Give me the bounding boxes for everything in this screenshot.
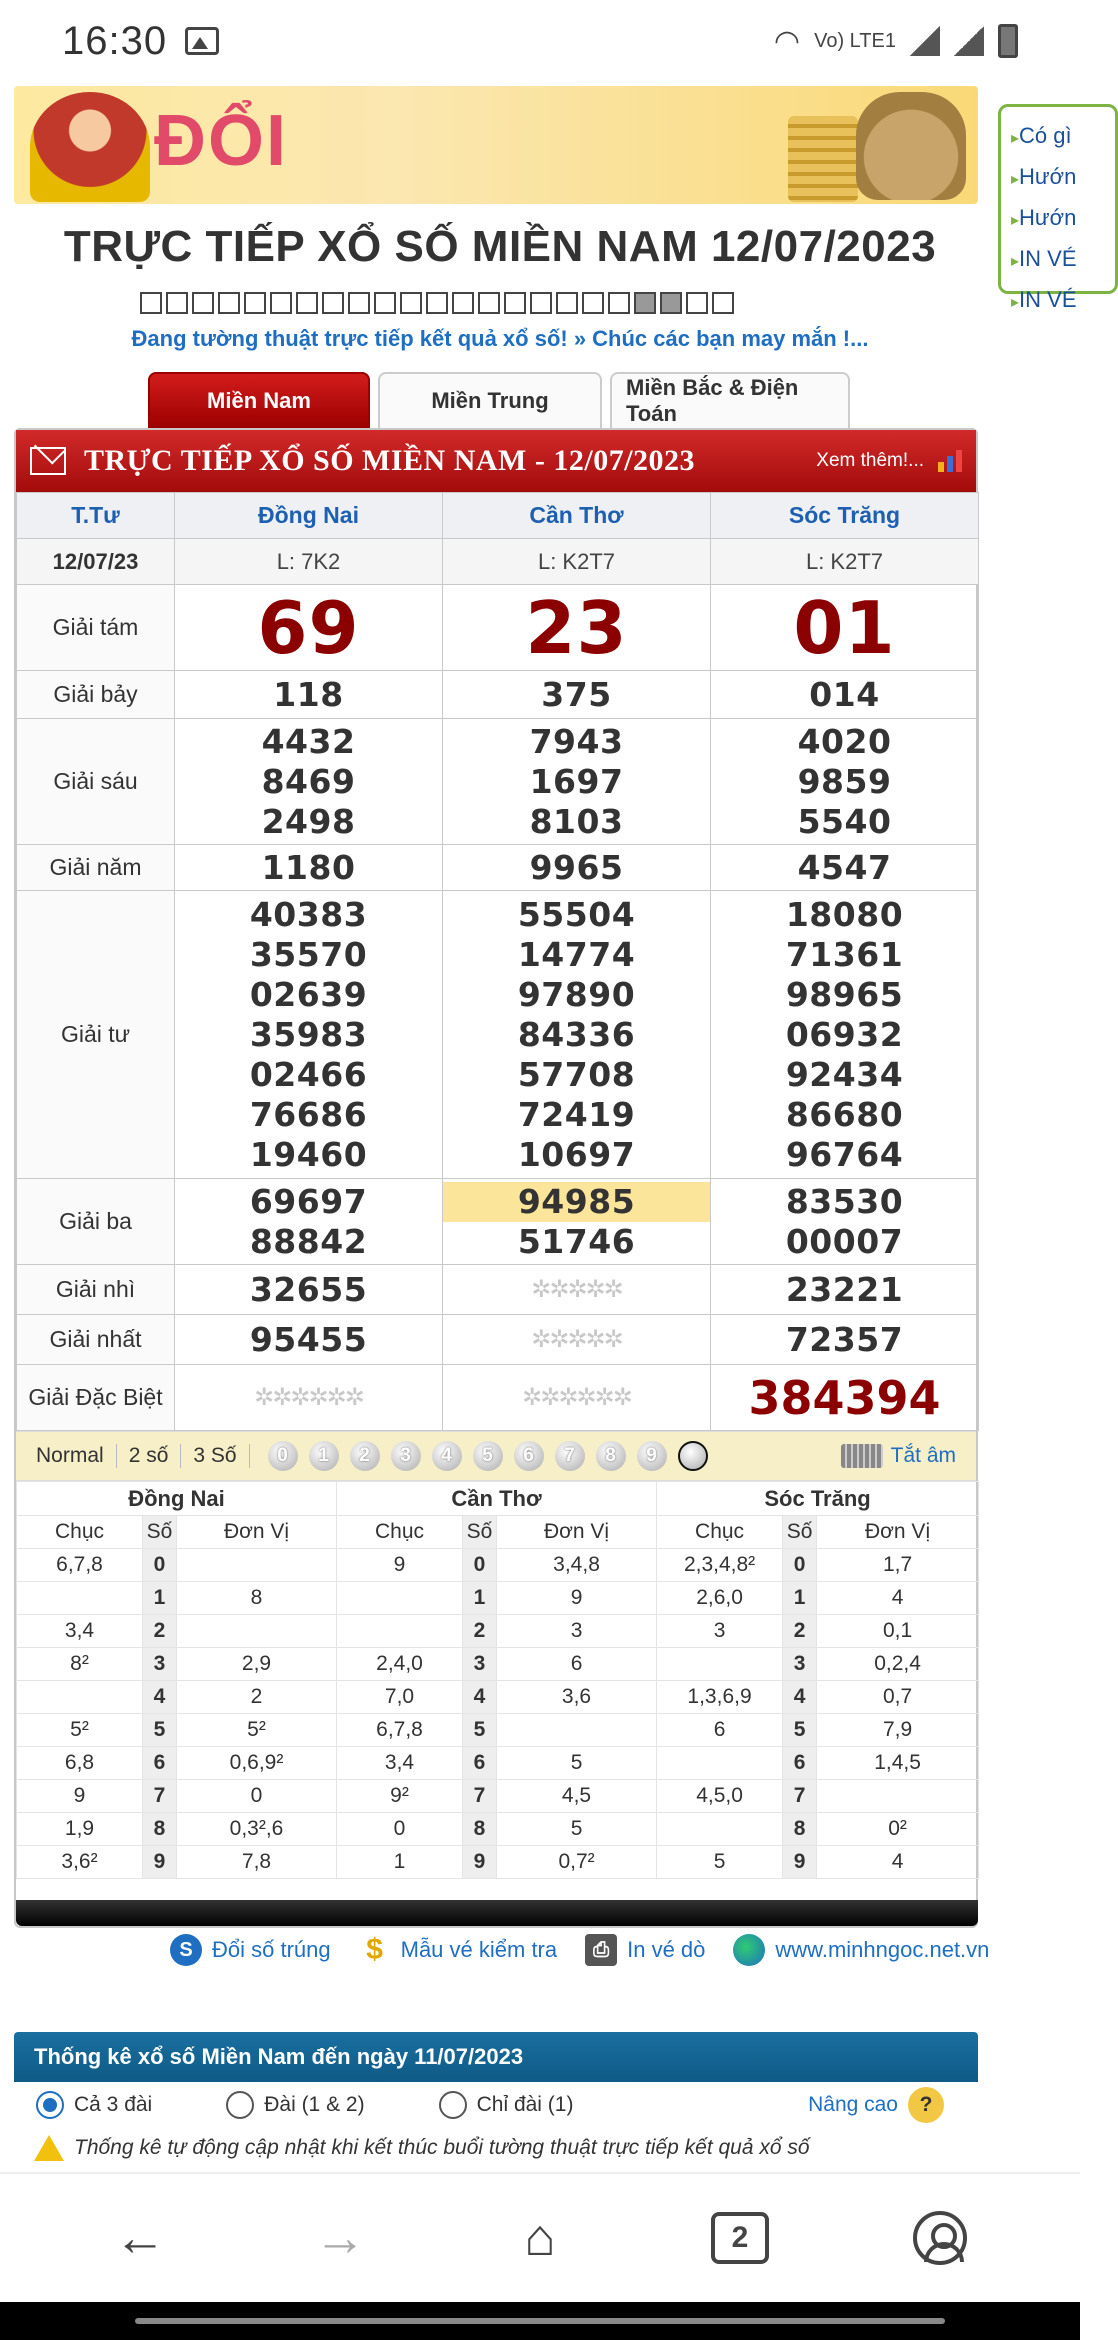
loto-chuc: 5 — [657, 1846, 783, 1879]
prize-cell — [443, 891, 711, 1179]
loto-so: 3 — [463, 1648, 497, 1681]
prize-number: 23 — [443, 585, 711, 671]
loto-chuc — [657, 1747, 783, 1780]
prize-number: 9859 — [797, 761, 892, 801]
prize-cell — [443, 719, 711, 845]
loto-chuc: 9 — [17, 1780, 143, 1813]
progress-boxes — [140, 292, 734, 314]
special-prize-number: 384394 — [711, 1365, 979, 1431]
forward-arrow-icon[interactable]: → — [314, 2209, 366, 2267]
loto-row — [17, 1846, 979, 1879]
exchange-icon: S — [170, 1934, 202, 1966]
prize-number: 10697 — [517, 1134, 636, 1174]
mode-2-so[interactable]: 2 số — [117, 1444, 182, 1468]
prize-label: Giải tư — [17, 891, 175, 1179]
browser-nav-bar — [0, 2172, 1080, 2302]
loto-so: 6 — [143, 1747, 177, 1780]
province-header[interactable]: Đồng Nai — [175, 493, 443, 539]
loto-so: 1 — [783, 1582, 817, 1615]
tab-mien-bac[interactable]: Miền Bắc & Điện Toán — [610, 372, 850, 428]
prize-number: 86680 — [785, 1094, 904, 1134]
home-icon[interactable]: ⌂ — [524, 2209, 556, 2267]
loto-so: 7 — [463, 1780, 497, 1813]
digit-button[interactable]: 0 — [268, 1441, 298, 1471]
loto-so: 4 — [463, 1681, 497, 1714]
back-arrow-icon[interactable]: ← — [114, 2209, 166, 2267]
digit-button[interactable]: 9 — [637, 1441, 667, 1471]
mail-icon — [30, 447, 66, 475]
loto-donvi: 0,2,4 — [817, 1648, 979, 1681]
prize-number: 51746 — [517, 1221, 636, 1261]
results-footer-bar — [16, 1900, 978, 1926]
loto-chuc: 4,5,0 — [657, 1780, 783, 1813]
loto-chuc: 2,3,4,8² — [657, 1549, 783, 1582]
prize-number: 35983 — [249, 1014, 368, 1054]
loto-so: 7 — [783, 1780, 817, 1813]
prize-number: 95455 — [175, 1315, 443, 1365]
prize-number: 98965 — [785, 974, 904, 1014]
loto-donvi: 3,6 — [497, 1681, 657, 1714]
prize-label: Giải năm — [17, 845, 175, 891]
loading-placeholder: ✲✲✲✲✲ — [443, 1265, 711, 1315]
loto-so: 1 — [463, 1582, 497, 1615]
loto-so: 8 — [143, 1813, 177, 1846]
loto-so: 0 — [463, 1549, 497, 1582]
loto-chuc — [17, 1582, 143, 1615]
loto-row — [17, 1582, 979, 1615]
day-header: T.Tư — [17, 493, 175, 539]
link-label: Đổi số trúng — [212, 1937, 331, 1962]
loto-so: 9 — [783, 1846, 817, 1879]
prize-number: 02466 — [249, 1054, 368, 1094]
speaker-icon — [841, 1444, 883, 1468]
side-link[interactable]: ▸ Có gì — [1011, 117, 1115, 158]
province-header[interactable]: Cần Thơ — [443, 493, 711, 539]
loto-chuc: 3 — [657, 1615, 783, 1648]
loto-so: 2 — [783, 1615, 817, 1648]
link-label: www.minhngoc.net.vn — [775, 1937, 990, 1962]
radio[interactable] — [439, 2091, 467, 2119]
network-label: Vo) LTE1 — [814, 29, 896, 52]
loto-donvi: 5² — [177, 1714, 337, 1747]
radio[interactable] — [226, 2091, 254, 2119]
col-so: Số — [463, 1516, 497, 1549]
option-label: Đài (1 & 2) — [264, 2093, 365, 2116]
link-label: Mẫu vé kiểm tra — [400, 1937, 558, 1962]
prize-number: 19460 — [249, 1134, 368, 1174]
loto-donvi: 4 — [817, 1582, 979, 1615]
col-donvi: Đơn Vị — [497, 1516, 657, 1549]
loto-row — [17, 1549, 979, 1582]
prize-number: 2498 — [261, 801, 356, 841]
loto-so: 3 — [143, 1648, 177, 1681]
loto-so: 2 — [143, 1615, 177, 1648]
loto-so: 5 — [143, 1714, 177, 1747]
prize-number: 118 — [175, 671, 443, 719]
prize-number: 01 — [711, 585, 979, 671]
doi-so-trung-link[interactable] — [170, 1934, 331, 1966]
loto-donvi: 3,4,8 — [497, 1549, 657, 1582]
utility-links — [170, 1934, 1007, 1966]
prize-number: 83530 — [785, 1181, 904, 1221]
prize-number: 14774 — [517, 934, 636, 974]
prize-number: 1697 — [529, 761, 624, 801]
option-label: Chỉ đài (1) — [476, 2093, 574, 2116]
prize-number: 92434 — [785, 1054, 904, 1094]
digit-button[interactable]: 8 — [596, 1441, 626, 1471]
province-header[interactable]: Sóc Trăng — [711, 493, 979, 539]
loto-so: 8 — [783, 1813, 817, 1846]
image-notification-icon — [185, 27, 219, 55]
web-page[interactable] — [0, 82, 1080, 2172]
prize-cell — [175, 891, 443, 1179]
prize-number: 02639 — [249, 974, 368, 1014]
prize-number: 7943 — [529, 721, 624, 761]
loto-donvi — [817, 1780, 979, 1813]
loto-donvi: 5 — [497, 1813, 657, 1846]
loto-chuc: 7,0 — [337, 1681, 463, 1714]
prize-label: Giải nhất — [17, 1315, 175, 1365]
prize-cell — [711, 1179, 979, 1265]
tabs-count: 2 — [711, 2212, 769, 2264]
prize-number: 00007 — [785, 1221, 904, 1261]
loading-placeholder: ✲✲✲✲✲✲ — [175, 1365, 443, 1431]
prize-label: Giải Đặc Biệt — [17, 1365, 175, 1431]
advanced-label: Nâng cao — [808, 2093, 898, 2116]
god-of-wealth-image — [30, 92, 150, 202]
loto-donvi: 0,6,9² — [177, 1747, 337, 1780]
prize-number: 06932 — [785, 1014, 904, 1054]
loto-chuc: 2,4,0 — [337, 1648, 463, 1681]
loto-donvi: 8 — [177, 1582, 337, 1615]
signal-icon-2 — [954, 26, 984, 56]
ticket-code: L: K2T7 — [443, 539, 711, 585]
loto-chuc: 8² — [17, 1648, 143, 1681]
display-mode-bar — [16, 1431, 976, 1481]
loto-so: 6 — [463, 1747, 497, 1780]
loto-so: 4 — [143, 1681, 177, 1714]
status-time: 16:30 — [62, 18, 168, 63]
loto-chuc: 5² — [17, 1714, 143, 1747]
prize-cell — [175, 1179, 443, 1265]
statistics-title: Thống kê xổ số Miền Nam đến ngày 11/07/2023 — [14, 2032, 978, 2082]
ticket-code: L: K2T7 — [711, 539, 979, 585]
loto-donvi: 0,3²,6 — [177, 1813, 337, 1846]
col-so: Số — [783, 1516, 817, 1549]
side-link[interactable]: ▸ IN VÉ — [1011, 281, 1115, 322]
loto-row — [17, 1780, 979, 1813]
results-title: TRỰC TIẾP XỔ SỐ MIỀN NAM - 12/07/2023 — [84, 444, 696, 477]
loto-rows — [17, 1549, 979, 1879]
note-text: Thống kê tự động cập nhật khi kết thúc buổi tường thuật trực tiếp kết quả xổ số — [74, 2136, 810, 2159]
loto-so: 6 — [783, 1747, 817, 1780]
prize-number: 9965 — [443, 845, 711, 891]
loto-donvi: 0,7 — [817, 1681, 979, 1714]
loto-so: 0 — [143, 1549, 177, 1582]
loto-chuc: 1 — [337, 1846, 463, 1879]
mau-ve-link[interactable] — [359, 1934, 558, 1966]
prize-number: 32655 — [175, 1265, 443, 1315]
loto-row — [17, 1615, 979, 1648]
prize-label: Giải nhì — [17, 1265, 175, 1315]
status-bar — [0, 0, 1080, 82]
option-dai-1-2[interactable] — [226, 2091, 364, 2119]
loto-row — [17, 1813, 979, 1846]
col-so: Số — [143, 1516, 177, 1549]
prize-number: 69 — [175, 585, 443, 671]
tab-mien-nam[interactable]: Miền Nam — [148, 372, 370, 428]
loto-so: 0 — [783, 1549, 817, 1582]
side-link[interactable]: ▸ Hướn — [1011, 199, 1115, 240]
loto-donvi: 4 — [817, 1846, 979, 1879]
money-bag-image — [856, 92, 966, 200]
region-tabs — [148, 372, 850, 428]
prize-number: 4020 — [797, 721, 892, 761]
loto-so: 5 — [463, 1714, 497, 1747]
col-donvi: Đơn Vị — [177, 1516, 337, 1549]
loto-chuc: 9² — [337, 1780, 463, 1813]
loto-chuc: 6 — [657, 1714, 783, 1747]
loading-placeholder: ✲✲✲✲✲ — [443, 1315, 711, 1365]
loto-province: Sóc Trăng — [657, 1482, 979, 1516]
loto-chuc: 3,4 — [337, 1747, 463, 1780]
prize-number: 4432 — [261, 721, 356, 761]
digit-button[interactable]: 6 — [514, 1441, 544, 1471]
loto-chuc — [657, 1648, 783, 1681]
col-chuc: Chục — [337, 1516, 463, 1549]
prize-number: 1180 — [175, 845, 443, 891]
prize-cell — [711, 719, 979, 845]
link-label: In vé dò — [627, 1937, 706, 1962]
digit-button[interactable]: 4 — [432, 1441, 462, 1471]
account-icon[interactable] — [905, 2203, 975, 2273]
side-link[interactable]: ▸ IN VÉ — [1011, 240, 1115, 281]
prize-number: 88842 — [249, 1221, 368, 1261]
live-marquee: Đang tường thuật trực tiếp kết quả xổ số! » Chúc các bạn may mắn !... — [131, 326, 869, 351]
banner-text: ĐỔI — [154, 101, 289, 181]
mode-3-so[interactable]: 3 Số — [181, 1444, 249, 1468]
tabs-button[interactable] — [705, 2203, 775, 2273]
prize-number: 69697 — [249, 1181, 368, 1221]
statistics-note — [14, 2128, 978, 2168]
loto-so: 9 — [463, 1846, 497, 1879]
radio-selected[interactable] — [36, 2091, 64, 2119]
loto-so: 4 — [783, 1681, 817, 1714]
prize-number: 5540 — [797, 801, 892, 841]
loto-chuc: 3,6² — [17, 1846, 143, 1879]
chart-icon[interactable] — [938, 450, 962, 472]
loto-donvi: 0,7² — [497, 1846, 657, 1879]
loto-chuc: 6,7,8 — [337, 1714, 463, 1747]
loto-chuc: 6,7,8 — [17, 1549, 143, 1582]
help-icon[interactable]: ? — [908, 2087, 944, 2123]
prize-number: 72419 — [517, 1094, 636, 1134]
prize-number: 4547 — [711, 845, 979, 891]
tab-mien-trung[interactable]: Miền Trung — [378, 372, 602, 428]
loto-donvi: 5 — [497, 1747, 657, 1780]
prize-number: 72357 — [711, 1315, 979, 1365]
ad-banner[interactable] — [14, 86, 978, 204]
loto-chuc: 3,4 — [17, 1615, 143, 1648]
loto-donvi: 1,7 — [817, 1549, 979, 1582]
digit-button[interactable]: 3 — [391, 1441, 421, 1471]
loto-donvi: 3 — [497, 1615, 657, 1648]
prize-number: 57708 — [517, 1054, 636, 1094]
loto-donvi: 7,9 — [817, 1714, 979, 1747]
loto-province: Đồng Nai — [17, 1482, 337, 1516]
results-panel — [14, 428, 978, 1928]
mute-toggle[interactable] — [841, 1444, 956, 1468]
loto-chuc: 2,6,0 — [657, 1582, 783, 1615]
col-donvi: Đơn Vị — [817, 1516, 979, 1549]
statistics-panel — [14, 2032, 978, 2172]
page-title: TRỰC TIẾP XỔ SỐ MIỀN NAM 12/07/2023 — [63, 222, 937, 271]
prize-cell — [443, 1179, 711, 1265]
loto-row — [17, 1681, 979, 1714]
prize-number: 96764 — [785, 1134, 904, 1174]
loto-donvi — [177, 1615, 337, 1648]
col-chuc: Chục — [657, 1516, 783, 1549]
dollar-icon: $ — [366, 1933, 383, 1966]
loto-so: 5 — [783, 1714, 817, 1747]
loto-chuc: 1,3,6,9 — [657, 1681, 783, 1714]
status-icons — [774, 24, 1018, 59]
prize-number: 35570 — [249, 934, 368, 974]
loto-chuc: 6,8 — [17, 1747, 143, 1780]
loto-so: 2 — [463, 1615, 497, 1648]
digit-filter — [268, 1441, 708, 1471]
globe-icon — [733, 1934, 765, 1966]
prize-cell — [175, 719, 443, 845]
prize-number: 8469 — [261, 761, 356, 801]
loto-donvi: 6 — [497, 1648, 657, 1681]
option-label: Cả 3 đài — [74, 2093, 153, 2116]
yin-yang-icon[interactable] — [678, 1441, 708, 1471]
loto-province: Cần Thơ — [337, 1482, 657, 1516]
loto-donvi — [497, 1714, 657, 1747]
loto-donvi — [177, 1549, 337, 1582]
option-chi-dai-1[interactable] — [439, 2091, 574, 2119]
prize-label: Giải bảy — [17, 671, 175, 719]
loto-chuc: 9 — [337, 1549, 463, 1582]
loto-chuc: 1,9 — [17, 1813, 143, 1846]
digit-button[interactable]: 5 — [473, 1441, 503, 1471]
option-ca-3-dai[interactable] — [36, 2091, 152, 2119]
loto-donvi: 0,1 — [817, 1615, 979, 1648]
signal-icon — [910, 26, 940, 56]
prize-number: 40383 — [249, 894, 368, 934]
loto-donvi: 2 — [177, 1681, 337, 1714]
loto-donvi: 2,9 — [177, 1648, 337, 1681]
side-link[interactable]: ▸ Hướn — [1011, 158, 1115, 199]
prize-label: Giải sáu — [17, 719, 175, 845]
loto-table — [16, 1481, 979, 1879]
see-more-link[interactable]: Xem thêm!... — [816, 450, 924, 471]
loto-donvi: 7,8 — [177, 1846, 337, 1879]
printer-icon: ⎙ — [585, 1934, 617, 1966]
loto-so: 8 — [463, 1813, 497, 1846]
in-ve-do-link[interactable] — [585, 1934, 705, 1966]
loto-chuc: 0 — [337, 1813, 463, 1846]
prize-number: 55504 — [517, 894, 636, 934]
prize-number: 76686 — [249, 1094, 368, 1134]
prize-label: Giải ba — [17, 1179, 175, 1265]
gesture-bar — [0, 2302, 1080, 2340]
prize-number: 71361 — [785, 934, 904, 974]
digit-button[interactable]: 2 — [350, 1441, 380, 1471]
prize-label: Giải tám — [17, 585, 175, 671]
mode-normal[interactable]: Normal — [24, 1444, 117, 1468]
draw-date: 12/07/23 — [17, 539, 175, 585]
prize-number: 18080 — [785, 894, 904, 934]
prize-number: 84336 — [517, 1014, 636, 1054]
results-header — [16, 430, 976, 492]
loto-so: 3 — [783, 1648, 817, 1681]
loto-row — [17, 1747, 979, 1780]
loto-chuc — [657, 1813, 783, 1846]
prize-cell — [711, 891, 979, 1179]
loto-chuc — [337, 1582, 463, 1615]
ticket-code: L: 7K2 — [175, 539, 443, 585]
loto-so: 7 — [143, 1780, 177, 1813]
loto-chuc — [17, 1681, 143, 1714]
prize-number: 23221 — [711, 1265, 979, 1315]
loto-donvi: 9 — [497, 1582, 657, 1615]
statistics-options — [14, 2082, 978, 2128]
loto-row — [17, 1714, 979, 1747]
loto-chuc — [337, 1615, 463, 1648]
prize-number: 014 — [711, 671, 979, 719]
site-link[interactable] — [733, 1934, 989, 1966]
warning-icon — [34, 2135, 64, 2161]
loto-row — [17, 1648, 979, 1681]
digit-button[interactable]: 7 — [555, 1441, 585, 1471]
prize-number-highlight: 94985 — [443, 1182, 710, 1222]
digit-button[interactable]: 1 — [309, 1441, 339, 1471]
col-chuc: Chục — [17, 1516, 143, 1549]
loto-so: 9 — [143, 1846, 177, 1879]
loto-donvi: 4,5 — [497, 1780, 657, 1813]
loto-donvi: 1,4,5 — [817, 1747, 979, 1780]
results-table — [16, 492, 979, 1431]
loading-placeholder: ✲✲✲✲✲✲ — [443, 1365, 711, 1431]
wifi-icon: ◠ — [773, 24, 801, 58]
prize-number: 375 — [443, 671, 711, 719]
battery-icon — [998, 24, 1018, 58]
loto-so: 1 — [143, 1582, 177, 1615]
mute-label: Tắt âm — [890, 1444, 956, 1467]
prize-number: 97890 — [517, 974, 636, 1014]
advanced-link[interactable] — [808, 2087, 944, 2123]
coins-image — [788, 116, 858, 202]
loto-donvi: 0 — [177, 1780, 337, 1813]
loto-donvi: 0² — [817, 1813, 979, 1846]
prize-number: 8103 — [529, 801, 624, 841]
side-menu — [998, 104, 1118, 312]
